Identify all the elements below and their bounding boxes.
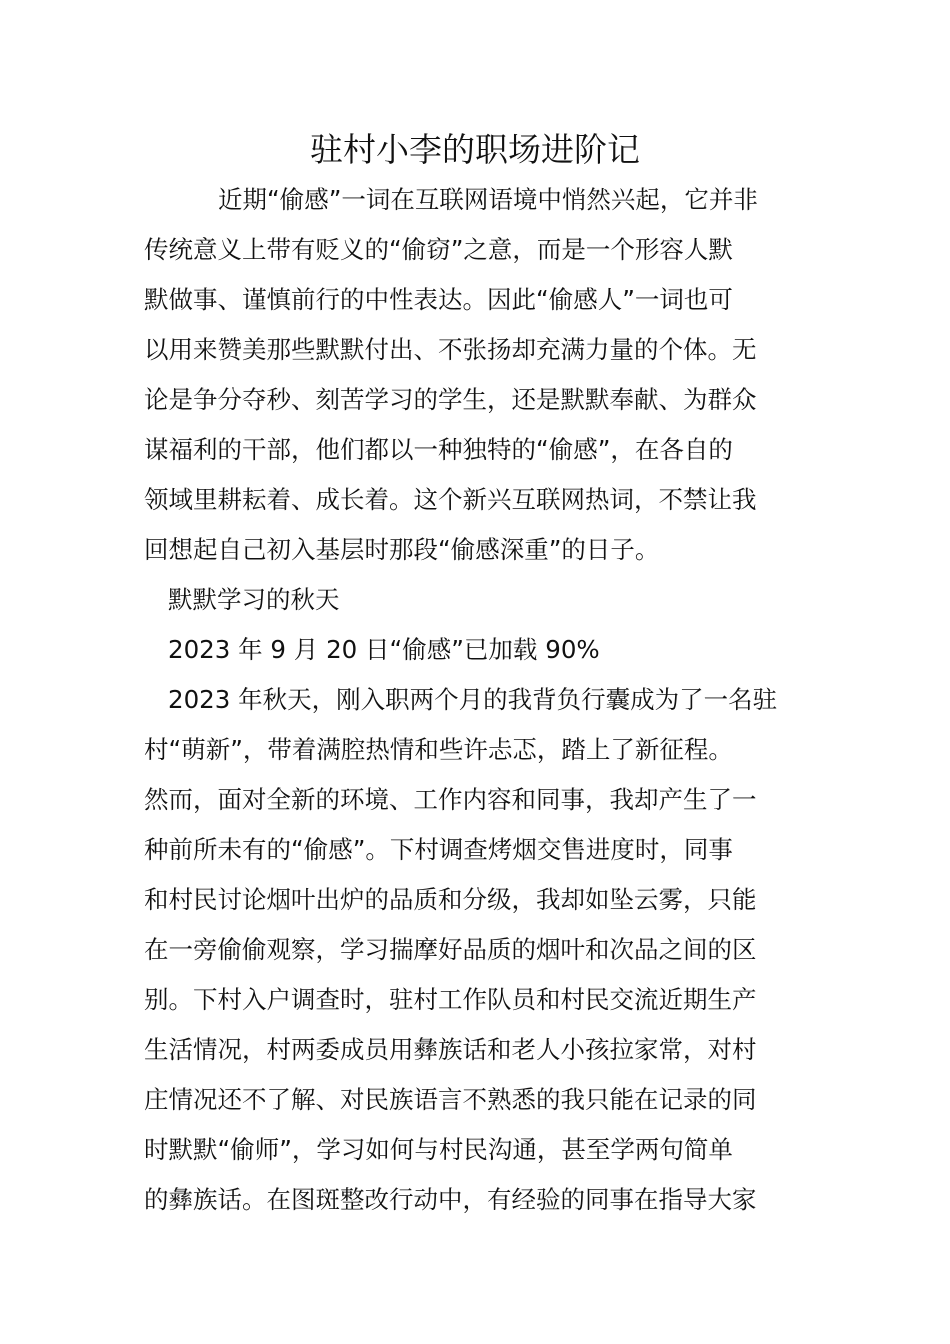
paragraph-line: 默做事、谨慎前行的中性表达。因此“偷感人”一词也可 <box>144 285 733 314</box>
section-heading: 默默学习的秋天 <box>168 585 340 614</box>
paragraph-line: 别。下村入户调查时，驻村工作队员和村民交流近期生产 <box>144 985 757 1014</box>
paragraph-line: 领域里耕耘着、成长着。这个新兴互联网热词，不禁让我 <box>144 485 757 514</box>
paragraph-line: 庄情况还不了解、对民族语言不熟悉的我只能在记录的同 <box>144 1085 757 1114</box>
paragraph-line: 传统意义上带有贬义的“偷窃”之意，而是一个形容人默 <box>144 235 733 264</box>
paragraph-line: 回想起自己初入基层时那段“偷感深重”的日子。 <box>144 535 660 564</box>
paragraph-line: 谋福利的干部，他们都以一种独特的“偷感”，在各自的 <box>144 435 733 464</box>
paragraph-line: 然而，面对全新的环境、工作内容和同事，我却产生了一 <box>144 785 757 814</box>
paragraph-line: 以用来赞美那些默默付出、不张扬却充满力量的个体。无 <box>144 335 757 364</box>
document-title: 驻村小李的职场进阶记 <box>310 130 640 169</box>
paragraph-line: 论是争分夺秒、刻苦学习的学生，还是默默奉献、为群众 <box>144 385 757 414</box>
section-subheading: 2023 年 9 月 20 日“偷感”已加载 90% <box>168 635 600 664</box>
paragraph-line: 种前所未有的“偷感”。下村调查烤烟交售进度时，同事 <box>144 835 733 864</box>
paragraph-line: 2023 年秋天，刚入职两个月的我背负行囊成为了一名驻 <box>168 685 778 714</box>
paragraph-line: 村“萌新”，带着满腔热情和些许忐忑，踏上了新征程。 <box>144 735 733 764</box>
paragraph-line: 近期“偷感”一词在互联网语境中悄然兴起，它并非 <box>218 185 758 214</box>
paragraph-line: 和村民讨论烟叶出炉的品质和分级，我却如坠云雾，只能 <box>144 885 757 914</box>
paragraph-line: 时默默“偷师”，学习如何与村民沟通，甚至学两句简单 <box>144 1135 733 1164</box>
paragraph-line: 的彝族话。在图斑整改行动中，有经验的同事在指导大家 <box>144 1185 757 1214</box>
paragraph-line: 生活情况，村两委成员用彝族话和老人小孩拉家常，对村 <box>144 1035 757 1064</box>
paragraph-line: 在一旁偷偷观察，学习揣摩好品质的烟叶和次品之间的区 <box>144 935 757 964</box>
